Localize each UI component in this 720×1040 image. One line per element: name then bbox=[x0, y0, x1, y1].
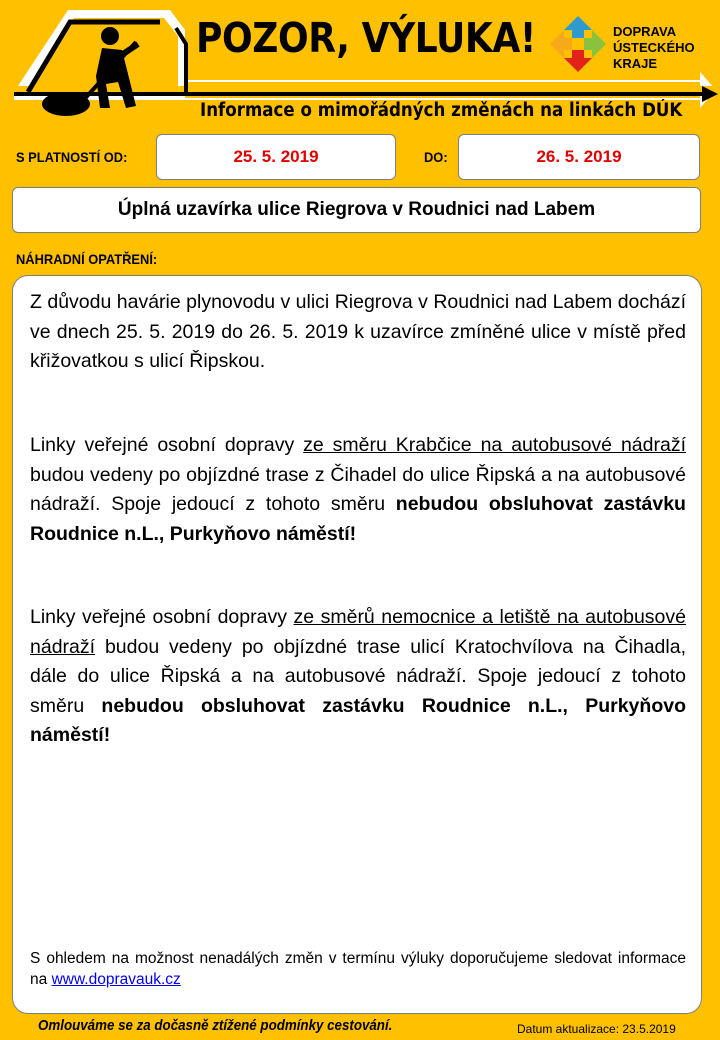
footer-updated: Datum aktualizace: 23.5.2019 bbox=[517, 1022, 676, 1036]
page-title: POZOR, VÝLUKA! bbox=[196, 14, 536, 62]
website-link[interactable]: www.dopravauk.cz bbox=[51, 971, 181, 988]
footer-apology: Omlouváme se za dočasně ztížené podmínky cestování. bbox=[38, 1018, 393, 1034]
page-subtitle: Informace o mimořádných změnách na linkách DÚK bbox=[200, 100, 683, 121]
paragraph-3-text: Linky veřejné osobní dopravy bbox=[30, 606, 294, 628]
paragraph-1: Z důvodu havárie plynovodu v ulici Riegrova v Roudnici nad Labem dochází ve dnech 25. 5. 2019 do 26. 5. 2019 k uzavírce zmíněné ulice v místě před křižovatkou s ulicí Řipskou. bbox=[30, 291, 686, 372]
content-panel bbox=[12, 275, 702, 1014]
headline-box bbox=[12, 187, 701, 233]
paragraph-2-text: Linky veřejné osobní dopravy bbox=[30, 434, 304, 456]
valid-to-label: DO: bbox=[424, 149, 448, 165]
measures-label: NÁHRADNÍ OPATŘENÍ: bbox=[16, 251, 158, 267]
brand-text bbox=[613, 24, 695, 72]
valid-from-label: S PLATNOSTÍ OD: bbox=[16, 149, 128, 165]
valid-from-value: 25. 5. 2019 bbox=[233, 147, 319, 166]
duk-logo-icon bbox=[548, 14, 608, 74]
paragraph-2-underlined: ze směru Krabčice na autobusové nádraží bbox=[303, 434, 687, 456]
paragraph-3-bold: nebudou obsluhovat zastávku Roudnice n.L., Purkyňovo náměstí! bbox=[30, 694, 686, 746]
brand-line: KRAJE bbox=[613, 56, 658, 71]
header bbox=[0, 0, 720, 140]
paragraph-2-text: budou vedeny po objízdné trase z Čihadel do ulice Řipská a na autobusové nádraží. Spoje jedoucí z tohoto směru bbox=[30, 463, 686, 515]
headline: Úplná uzavírka ulice Riegrova v Roudnici nad Labem bbox=[117, 199, 596, 220]
valid-from-box bbox=[156, 134, 396, 180]
valid-to-value: 26. 5. 2019 bbox=[536, 147, 622, 166]
paragraph-3 bbox=[30, 603, 686, 751]
paragraph-3-underlined: ze směrů nemocnice a letiště na autobusové nádraží bbox=[30, 606, 686, 658]
brand-line: ÚSTECKÉHO bbox=[613, 40, 695, 55]
construction-worker-icon bbox=[40, 18, 160, 118]
note-text: S ohledem na možnost nenadálých změn v termínu výluky doporučujeme sledovat informace na bbox=[30, 950, 686, 988]
paragraph-3-text: budou vedeny po objízdné trase ulicí Kratochvílova na Čihadla, dále do ulice Řipská a na autobusové nádraží. Spoje jedoucí z tohoto směru bbox=[30, 635, 686, 717]
paragraph-2 bbox=[30, 431, 686, 549]
valid-to-box bbox=[458, 134, 700, 180]
paragraph-2-bold: nebudou obsluhovat zastávku Roudnice n.L., Purkyňovo náměstí! bbox=[30, 493, 686, 545]
brand-line: DOPRAVA bbox=[613, 24, 677, 39]
note bbox=[30, 948, 686, 990]
